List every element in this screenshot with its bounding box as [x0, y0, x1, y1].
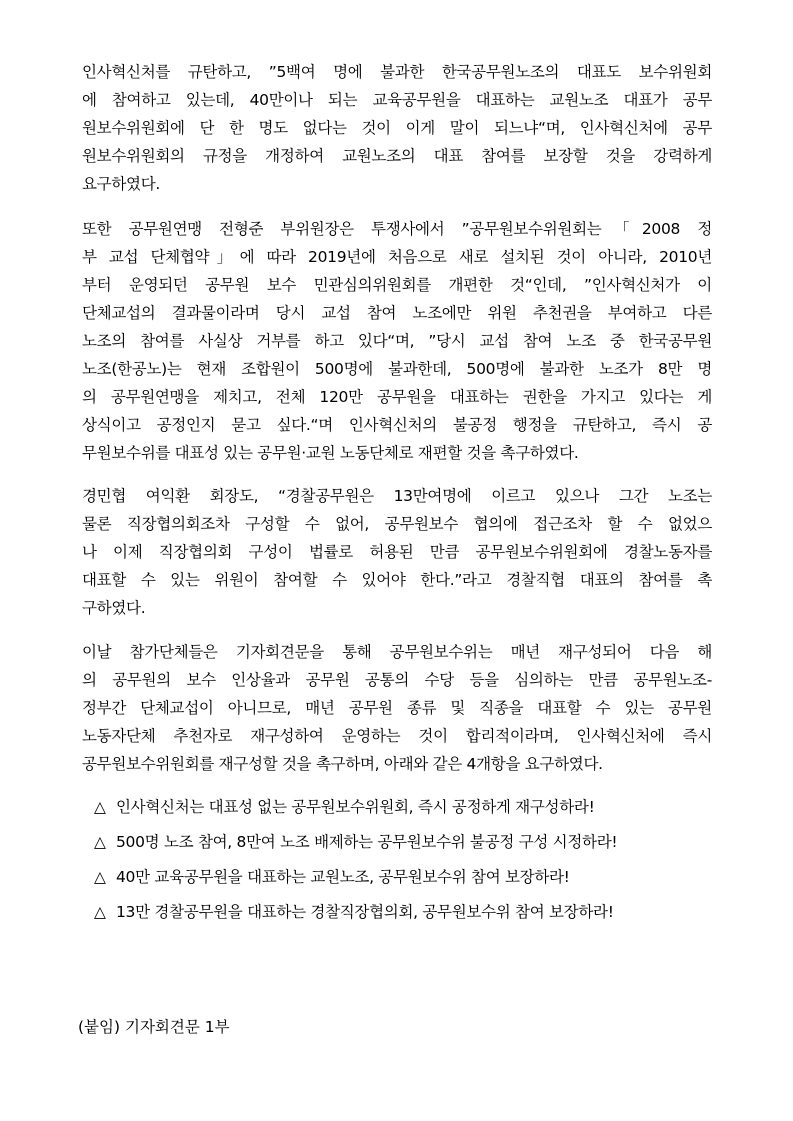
attachment-note: (붙임) 기자회견문 1부 — [78, 1018, 230, 1036]
paragraph-2-line-2: 부 교섭 단체협약」에 따라 2019년에 처음으로 새로 설치된 것이 아니라, 2010년 — [82, 248, 712, 266]
paragraph-1-line-1: 인사혁신처를 규탄하고, ”5백여 명에 불과한 한국공무원노조의 대표도 보수위원회 — [82, 63, 712, 81]
paragraph-4-line-4: 노동자단체 추천자로 재구성하여 운영하는 것이 합리적이라며, 인사혁신처에 즉시 — [82, 727, 712, 745]
paragraph-3-line-5: 구하였다. — [82, 599, 146, 617]
demand-text: 40만 교육공무원을 대표하는 교원노조, 공무원보수위 참여 보장하라! — [116, 868, 570, 886]
demand-text: 13만 경찰공무원을 대표하는 경찰직장협의회, 공무원보수위 참여 보장하라! — [116, 903, 614, 921]
paragraph-2-line-4: 단체교섭의 결과물이라며 당시 교섭 참여 노조에만 위원 추천권을 부여하고 다른 — [82, 304, 712, 322]
paragraph-1-line-2: 에 참여하고 있는데, 40만이나 되는 교육공무원을 대표하는 교원노조 대표가 공무 — [82, 91, 712, 109]
demand-item — [94, 867, 570, 887]
demand-text: 인사혁신처는 대표성 없는 공무원보수위원회, 즉시 공정하게 재구성하라! — [116, 798, 595, 816]
paragraph-2-line-9: 무원보수위를 대표성 있는 공무원·교원 노동단체로 재편할 것을 촉구하였다. — [82, 444, 579, 462]
paragraph-2-line-6: 노조(한공노)는 현재 조합원이 500명에 불과한데, 500명에 불과한 노조가 8만 명 — [82, 360, 712, 378]
paragraph-1-line-5: 요구하였다. — [82, 175, 160, 193]
paragraph-2-line-7: 의 공무원연맹을 제치고, 전체 120만 공무원을 대표하는 권한을 가지고 있다는 게 — [82, 388, 712, 406]
paragraph-3-line-4: 대표할 수 있는 위원이 참여할 수 있어야 한다.”라고 경찰직협 대표의 참여를 촉 — [82, 571, 712, 589]
paragraph-3-line-3: 나 이제 직장협의회 구성이 법률로 허용된 만큼 공무원보수위원회에 경찰노동자를 — [82, 543, 712, 561]
demand-item — [94, 902, 614, 922]
paragraph-1-line-3: 원보수위원회에 단 한 명도 없다는 것이 이게 말이 되느냐“며, 인사혁신처에 공무 — [82, 119, 712, 137]
paragraph-3-line-1: 경민협 여익환 회장도, “경찰공무원은 13만여명에 이르고 있으나 그간 노조는 — [82, 487, 712, 505]
paragraph-4-line-3: 정부간 단체교섭이 아니므로, 매년 공무원 종류 및 직종을 대표할 수 있는 공무원 — [82, 699, 712, 717]
paragraph-2-line-5: 노조의 참여를 사실상 거부를 하고 있다“며, ”당시 교섭 참여 노조 중 한국공무원 — [82, 332, 712, 350]
paragraph-2-line-1: 또한 공무원연맹 전형준 부위원장은 투쟁사에서 ”공무원보수위원회는「2008 정 — [82, 220, 712, 238]
paragraph-1-line-4: 원보수위원회의 규정을 개정하여 교원노조의 대표 참여를 보장할 것을 강력하게 — [82, 147, 712, 165]
paragraph-4-line-1: 이날 참가단체들은 기자회견문을 통해 공무원보수위는 매년 재구성되어 다음 해 — [82, 643, 712, 661]
demand-item — [94, 797, 595, 817]
triangle-marker-icon: △ — [94, 798, 106, 816]
paragraph-2-line-3: 부터 운영되던 공무원 보수 민관심의위원회를 개편한 것“인데, ”인사혁신처가 이 — [82, 276, 712, 294]
paragraph-4-line-5: 공무원보수위원회를 재구성할 것을 촉구하며, 아래와 같은 4개항을 요구하였다. — [82, 755, 603, 773]
triangle-marker-icon: △ — [94, 903, 106, 921]
paragraph-3-line-2: 물론 직장협의회조차 구성할 수 없어, 공무원보수 협의에 접근조차 할 수 없었으 — [82, 515, 712, 533]
demand-text: 500명 노조 참여, 8만여 노조 배제하는 공무원보수위 불공정 구성 시정하라! — [116, 833, 618, 851]
demand-item — [94, 832, 617, 852]
triangle-marker-icon: △ — [94, 833, 106, 851]
paragraph-2-line-8: 상식이고 공정인지 묻고 싶다.“며 인사혁신처의 불공정 행정을 규탄하고, 즉시 공 — [82, 416, 712, 434]
triangle-marker-icon: △ — [94, 868, 106, 886]
paragraph-4-line-2: 의 공무원의 보수 인상율과 공무원 공통의 수당 등을 심의하는 만큼 공무원노조- — [82, 671, 712, 689]
